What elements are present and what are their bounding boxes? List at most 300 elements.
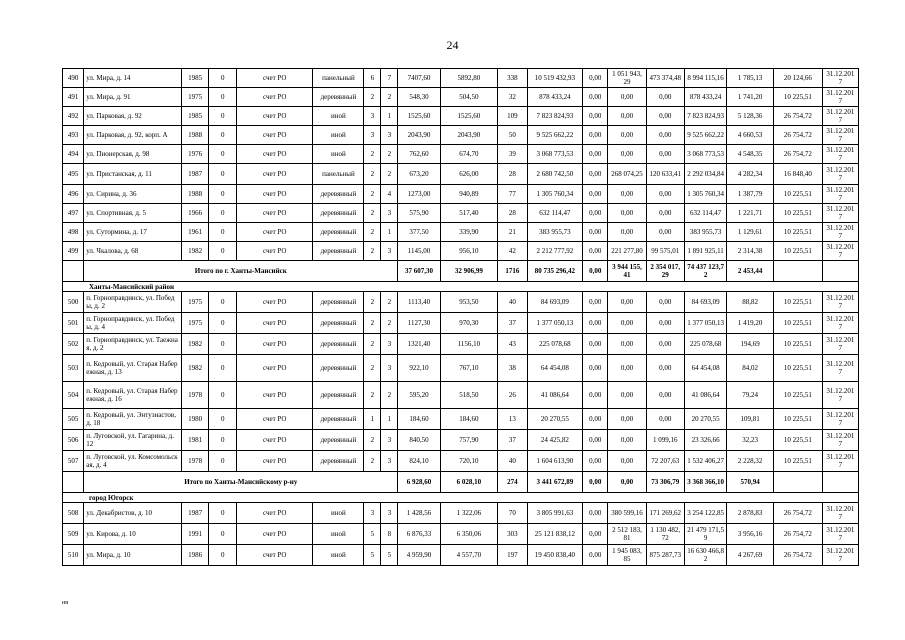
cell-c14: 1 099,16 [646,430,684,451]
cell-no: 492 [63,107,84,126]
cell-year: 1981 [181,430,209,451]
cell-fund: счет РО [237,204,313,223]
cell-cost: 2 680 742,50 [527,164,582,185]
cell-c17: 10 225,51 [773,223,822,242]
cell-area1: 762,60 [398,145,440,164]
cell-fl: 2 [364,185,381,204]
table-row [63,503,859,524]
table-row [63,242,859,261]
cell-c12: 0,00 [582,185,607,204]
cell-c12: 0,00 [582,430,607,451]
cell-fl: 2 [364,334,381,355]
total-label: Итого по г. Ханты-Мансийск [84,261,398,282]
cell-ent: 3 [381,503,398,524]
cell-area2: 2043,90 [440,126,497,145]
cell-area1: 922,10 [398,355,440,382]
cell-res: 37 [498,313,528,334]
cell-c16: 4 282,34 [727,164,774,185]
cell-c4: 0 [209,69,237,88]
cell-fund: счет РО [237,409,313,430]
cell-c17: 10 225,51 [773,409,822,430]
cell-c16: 194,69 [727,334,774,355]
cell-area1: 673,20 [398,164,440,185]
cell-c16: 4 548,35 [727,145,774,164]
cell-ent: 3 [381,126,398,145]
cell-mat: деревянный [313,185,364,204]
cell-fl: 2 [364,204,381,223]
cell-c12: 0,00 [582,451,607,472]
cell-year: 1987 [181,503,209,524]
cell-c12: 0,00 [582,107,607,126]
cell-year: 1982 [181,355,209,382]
table-body [63,69,859,566]
total-cell-res: 274 [498,472,528,493]
cell-c16: 109,81 [727,409,774,430]
cell-c13: 0,00 [608,313,646,334]
cell-c12: 0,00 [582,545,607,566]
cell-c17: 10 225,51 [773,88,822,107]
cell-ent: 2 [381,313,398,334]
cell-fl: 1 [364,409,381,430]
cell-date: 31.12.2017 [822,409,858,430]
cell-c12: 0,00 [582,242,607,261]
cell-area1: 1321,40 [398,334,440,355]
cell-res: 77 [498,185,528,204]
cell-no: 503 [63,355,84,382]
cell-no: 494 [63,145,84,164]
cell-c12: 0,00 [582,88,607,107]
cell-fund: счет РО [237,223,313,242]
cell-c12: 0,00 [582,292,607,313]
total-cell-area1: 6 928,60 [398,472,440,493]
cell-ent: 2 [381,164,398,185]
cell-c15: 7 823 824,93 [684,107,726,126]
cell-c16: 1 387,79 [727,185,774,204]
cell-c12: 0,00 [582,334,607,355]
cell-no: 510 [63,545,84,566]
cell-c14: 120 633,41 [646,164,684,185]
table-row [63,545,859,566]
cell-c14: 171 269,62 [646,503,684,524]
cell-year: 1988 [181,126,209,145]
cell-addr: п. Горноправдинск, ул. Победы, д. 2 [84,292,182,313]
cell-c15: 9 525 662,22 [684,126,726,145]
cell-c4: 0 [209,451,237,472]
cell-c17: 10 225,51 [773,355,822,382]
cell-year: 1978 [181,382,209,409]
table-row [63,430,859,451]
cell-c4: 0 [209,126,237,145]
table-row [63,313,859,334]
table-row [63,126,859,145]
cell-area1: 1273,00 [398,185,440,204]
cell-fund: счет РО [237,524,313,545]
cell-ent: 3 [381,355,398,382]
cell-date: 31.12.2017 [822,223,858,242]
section-header-row [63,493,859,503]
cell-c14: 0,00 [646,313,684,334]
cell-c15: 1 305 760,34 [684,185,726,204]
cell-res: 303 [498,524,528,545]
cell-area2: 626,00 [440,164,497,185]
cell-ent: 3 [381,242,398,261]
cell-ent: 3 [381,430,398,451]
cell-c13: 221 277,80 [608,242,646,261]
cell-fl: 5 [364,545,381,566]
cell-area2: 4 557,70 [440,545,497,566]
cell-res: 39 [498,145,528,164]
cell-cost: 10 519 432,93 [527,69,582,88]
cell-c4: 0 [209,524,237,545]
cell-c17: 26 754,72 [773,145,822,164]
cell-area2: 6 350,06 [440,524,497,545]
cell-addr: ул. Чкалова, д. 68 [84,242,182,261]
cell-res: 50 [498,126,528,145]
cell-res: 197 [498,545,528,566]
table-row [63,524,859,545]
cell-area1: 840,50 [398,430,440,451]
cell-year: 1975 [181,88,209,107]
cell-ent: 3 [381,204,398,223]
cell-date: 31.12.2017 [822,242,858,261]
cell-c13: 1 051 943,29 [608,69,646,88]
cell-c17: 10 225,51 [773,313,822,334]
cell-c12: 0,00 [582,164,607,185]
cell-c15: 41 086,64 [684,382,726,409]
cell-c14: 0,00 [646,382,684,409]
table-row [63,69,859,88]
table-row [63,451,859,472]
cell-c16: 1 221,71 [727,204,774,223]
cell-c14: 0,00 [646,126,684,145]
cell-no: 498 [63,223,84,242]
cell-c15: 225 078,68 [684,334,726,355]
cell-ent: 4 [381,185,398,204]
cell-c17: 26 754,72 [773,107,822,126]
cell-fl: 3 [364,126,381,145]
cell-c15: 23 326,66 [684,430,726,451]
footer-mark: нн [62,600,69,606]
cell-c13: 0,00 [608,451,646,472]
cell-c13: 0,00 [608,107,646,126]
cell-c13: 2 512 183,81 [608,524,646,545]
cell-mat: иной [313,126,364,145]
total-cell-c14: 73 306,79 [646,472,684,493]
cell-c17: 10 225,51 [773,430,822,451]
cell-area1: 1 428,56 [398,503,440,524]
cell-area1: 824,10 [398,451,440,472]
cell-ent: 8 [381,524,398,545]
cell-mat: деревянный [313,451,364,472]
cell-fl: 5 [364,524,381,545]
cell-addr: ул. Декабристов, д. 10 [84,503,182,524]
cell-no: 490 [63,69,84,88]
cell-area2: 339,90 [440,223,497,242]
section-title: Ханты-Мансийский район [63,282,859,292]
cell-date: 31.12.2017 [822,313,858,334]
cell-c17: 10 225,51 [773,334,822,355]
cell-fl: 2 [364,292,381,313]
cell-area1: 1113,40 [398,292,440,313]
table-row [63,292,859,313]
cell-c16: 1 419,20 [727,313,774,334]
cell-c17: 26 754,72 [773,524,822,545]
cell-c16: 2 228,32 [727,451,774,472]
cell-date: 31.12.2017 [822,355,858,382]
cell-area1: 575,90 [398,204,440,223]
cell-fund: счет РО [237,69,313,88]
cell-mat: иной [313,503,364,524]
cell-addr: ул. Пристанская, д. 11 [84,164,182,185]
cell-fl: 6 [364,69,381,88]
cell-res: 28 [498,204,528,223]
cell-fl: 2 [364,382,381,409]
cell-c4: 0 [209,223,237,242]
cell-area2: 757,90 [440,430,497,451]
cell-c13: 0,00 [608,382,646,409]
cell-c17: 20 124,66 [773,69,822,88]
table-cell [63,261,84,282]
cell-addr: п. Луговской, ул. Комсомольская, д. 4 [84,451,182,472]
cell-mat: иной [313,145,364,164]
cell-addr: ул. Спортивная, д. 5 [84,204,182,223]
cell-cost: 64 454,08 [527,355,582,382]
cell-year: 1975 [181,292,209,313]
table-row [63,382,859,409]
cell-year: 1961 [181,223,209,242]
cell-c12: 0,00 [582,313,607,334]
cell-year: 1966 [181,204,209,223]
cell-area2: 970,30 [440,313,497,334]
table-row [63,107,859,126]
cell-c4: 0 [209,334,237,355]
cell-c13: 0,00 [608,88,646,107]
table-row [63,204,859,223]
cell-ent: 1 [381,409,398,430]
cell-area2: 940,89 [440,185,497,204]
cell-c4: 0 [209,145,237,164]
cell-no: 497 [63,204,84,223]
cell-year: 1991 [181,524,209,545]
table-row [63,164,859,185]
cell-mat: иной [313,107,364,126]
cell-mat: деревянный [313,334,364,355]
cell-c13: 380 599,16 [608,503,646,524]
cell-area2: 1 322,06 [440,503,497,524]
cell-c17: 26 754,72 [773,545,822,566]
cell-area2: 720,10 [440,451,497,472]
cell-c13: 0,00 [608,126,646,145]
cell-c16: 4 660,53 [727,126,774,145]
cell-c14: 473 374,48 [646,69,684,88]
cell-c14: 0,00 [646,409,684,430]
cell-c14: 0,00 [646,292,684,313]
cell-c13: 0,00 [608,204,646,223]
cell-no: 506 [63,430,84,451]
cell-mat: деревянный [313,223,364,242]
cell-ent: 3 [381,451,398,472]
table-row [63,334,859,355]
cell-res: 13 [498,409,528,430]
total-cell-c16: 2 453,44 [727,261,774,282]
cell-area2: 767,10 [440,355,497,382]
cell-res: 26 [498,382,528,409]
cell-c12: 0,00 [582,503,607,524]
cell-addr: п. Луговской, ул. Гагарина, д. 12 [84,430,182,451]
total-label: Итого по Ханты-Мансийскому р-ну [84,472,398,493]
total-cell-res: 1716 [498,261,528,282]
cell-res: 32 [498,88,528,107]
cell-c15: 632 114,47 [684,204,726,223]
cell-year: 1985 [181,107,209,126]
cell-c16: 1 785,13 [727,69,774,88]
cell-addr: ул. Сутормина, д. 17 [84,223,182,242]
total-cell-cost: 3 441 672,89 [527,472,582,493]
cell-c15: 64 454,08 [684,355,726,382]
cell-cost: 25 121 838,12 [527,524,582,545]
cell-year: 1982 [181,242,209,261]
cell-c13: 0,00 [608,334,646,355]
cell-mat: иной [313,545,364,566]
cell-fund: счет РО [237,451,313,472]
cell-year: 1986 [181,545,209,566]
cell-c15: 1 377 050,13 [684,313,726,334]
cell-res: 70 [498,503,528,524]
cell-c17: 10 225,51 [773,242,822,261]
cell-c4: 0 [209,313,237,334]
cell-c17: 16 848,40 [773,164,822,185]
cell-fl: 2 [364,313,381,334]
total-cell-c13: 3 944 155,41 [608,261,646,282]
cell-c4: 0 [209,185,237,204]
cell-fl: 2 [364,451,381,472]
cell-c4: 0 [209,503,237,524]
cell-c15: 20 270,55 [684,409,726,430]
total-cell-c12: 0,00 [582,261,607,282]
cell-cost: 84 693,09 [527,292,582,313]
cell-area2: 517,40 [440,204,497,223]
cell-date: 31.12.2017 [822,126,858,145]
total-cell-c12: 0,00 [582,472,607,493]
cell-area1: 184,60 [398,409,440,430]
cell-date: 31.12.2017 [822,164,858,185]
cell-res: 338 [498,69,528,88]
cell-fund: счет РО [237,355,313,382]
cell-date: 31.12.2017 [822,185,858,204]
total-cell-area1: 37 607,30 [398,261,440,282]
cell-fund: счет РО [237,503,313,524]
cell-c16: 32,23 [727,430,774,451]
cell-mat: деревянный [313,382,364,409]
cell-cost: 878 433,24 [527,88,582,107]
cell-c17: 10 225,51 [773,451,822,472]
table-row [63,223,859,242]
cell-addr: п. Горноправдинск, ул. Победы, д. 4 [84,313,182,334]
cell-c15: 8 994 115,16 [684,69,726,88]
cell-year: 1982 [181,334,209,355]
cell-cost: 41 086,64 [527,382,582,409]
cell-addr: ул. Сирина, д. 36 [84,185,182,204]
cell-no: 508 [63,503,84,524]
cell-fund: счет РО [237,185,313,204]
cell-year: 1987 [181,164,209,185]
cell-c14: 0,00 [646,145,684,164]
cell-c14: 0,00 [646,223,684,242]
cell-no: 504 [63,382,84,409]
cell-ent: 2 [381,145,398,164]
cell-c12: 0,00 [582,382,607,409]
cell-cost: 3 805 991,63 [527,503,582,524]
cell-addr: п. Кедровый, ул. Энтузиастов, д. 18 [84,409,182,430]
cell-ent: 2 [381,292,398,313]
cell-area2: 956,10 [440,242,497,261]
cell-no: 499 [63,242,84,261]
cell-area1: 2043,90 [398,126,440,145]
cell-c13: 0,00 [608,223,646,242]
cell-ent: 3 [381,334,398,355]
cell-c14: 875 287,73 [646,545,684,566]
cell-c16: 88,82 [727,292,774,313]
cell-fund: счет РО [237,242,313,261]
cell-res: 37 [498,430,528,451]
table-row [63,355,859,382]
cell-year: 1978 [181,451,209,472]
cell-cost: 225 078,68 [527,334,582,355]
cell-mat: деревянный [313,204,364,223]
cell-date: 31.12.2017 [822,503,858,524]
cell-area1: 548,30 [398,88,440,107]
cell-c12: 0,00 [582,126,607,145]
cell-date: 31.12.2017 [822,545,858,566]
cell-mat: панельный [313,69,364,88]
cell-c16: 84,02 [727,355,774,382]
cell-area2: 1156,10 [440,334,497,355]
total-cell-c15: 3 368 366,10 [684,472,726,493]
cell-no: 507 [63,451,84,472]
cell-c12: 0,00 [582,524,607,545]
cell-area1: 595,20 [398,382,440,409]
cell-c12: 0,00 [582,409,607,430]
cell-fund: счет РО [237,430,313,451]
cell-c15: 2 292 034,84 [684,164,726,185]
cell-fund: счет РО [237,292,313,313]
cell-fund: счет РО [237,145,313,164]
cell-date: 31.12.2017 [822,69,858,88]
total-cell-c16: 570,94 [727,472,774,493]
cell-c15: 21 479 171,59 [684,524,726,545]
cell-no: 493 [63,126,84,145]
cell-addr: ул. Мира, д. 10 [84,545,182,566]
cell-cost: 24 425,82 [527,430,582,451]
cell-fl: 2 [364,242,381,261]
cell-fund: счет РО [237,88,313,107]
cell-ent: 2 [381,88,398,107]
cell-c14: 0,00 [646,88,684,107]
cell-c13: 0,00 [608,292,646,313]
cell-c17: 26 754,72 [773,126,822,145]
cell-fl: 2 [364,430,381,451]
cell-c15: 3 254 122,85 [684,503,726,524]
cell-cost: 9 525 662,22 [527,126,582,145]
table-cell [822,472,858,493]
cell-date: 31.12.2017 [822,334,858,355]
total-cell-area2: 32 906,99 [440,261,497,282]
cell-no: 501 [63,313,84,334]
cell-fund: счет РО [237,126,313,145]
cell-area1: 377,50 [398,223,440,242]
cell-c4: 0 [209,204,237,223]
cell-fund: счет РО [237,545,313,566]
